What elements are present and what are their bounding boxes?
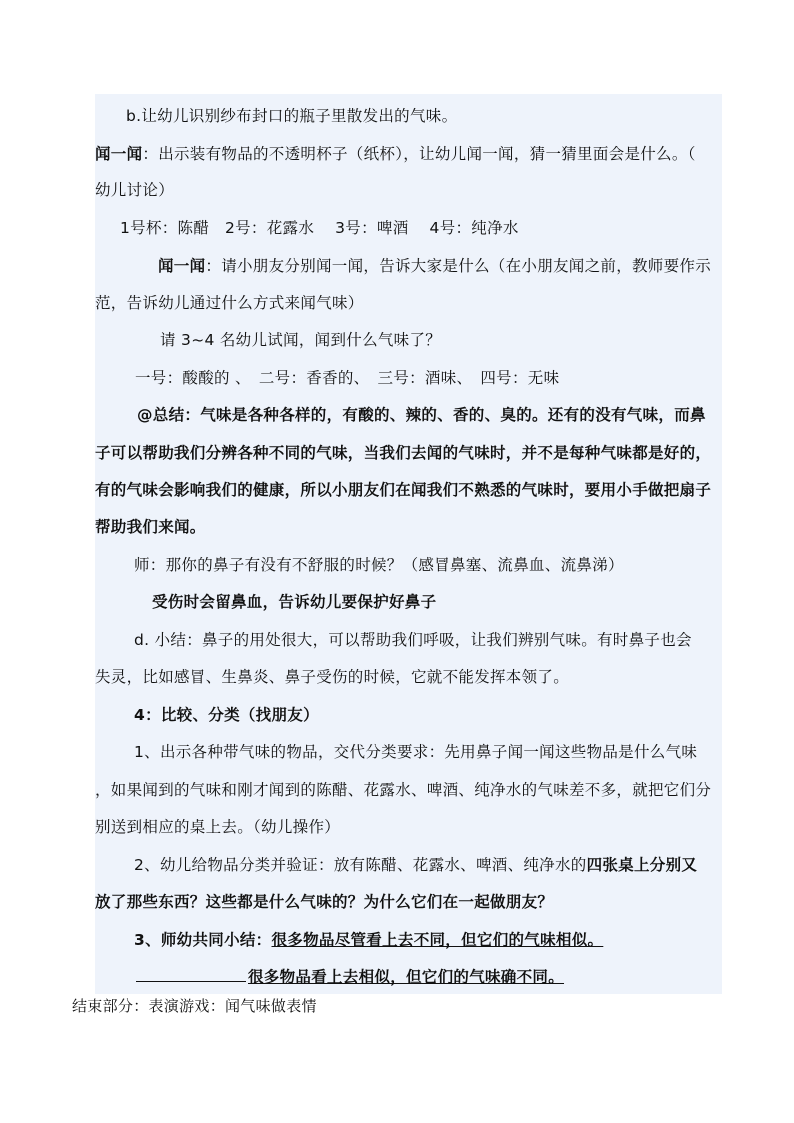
text-line: 1号杯：陈醋 2号：花露水 3号：啤酒 4号：纯净水 [120, 219, 519, 237]
text-line [134, 855, 697, 875]
underlined-conclusion: 很多物品看上去相似，但它们的气味确不同。 [248, 968, 565, 986]
text-line: ，如果闻到的气味和刚才闻到的陈醋、花露水、啤酒、纯净水的气味差不多，就把它们分 [95, 781, 712, 799]
summary-line: 帮助我们来闻。 [95, 518, 206, 536]
section-label: 闻一闻 [158, 257, 206, 275]
text-line: 1、出示各种带气味的物品，交代分类要求：先用鼻子闻一闻这些物品是什么气味 [134, 743, 698, 761]
text-line: 请 3~4 名幼儿试闻，闻到什么气味了？ [160, 331, 442, 349]
text-span: ：出示装有物品的不透明杯子（纸杯），让幼儿闻一闻，猜一猜里面会是什么。（ [142, 145, 696, 163]
bold-line: 放了那些东西？这些都是什么气味的？为什么它们在一起做朋友？ [95, 893, 554, 911]
text-span: ：请小朋友分别闻一闻，告诉大家是什么（在小朋友闻之前，教师要作示 [205, 257, 712, 275]
summary-line: 有的气味会影响我们的健康，所以小朋友们在闻我们不熟悉的气味时，要用小手做把扇子 [95, 481, 712, 499]
ending-part-line: 结束部分：表演游戏：闻气味做表情 [72, 997, 317, 1015]
bold-line: 受伤时会留鼻血，告诉幼儿要保护好鼻子 [152, 593, 437, 611]
underline-blank [136, 967, 246, 982]
bold-span: 四张桌上分别又 [586, 856, 698, 874]
bold-line [134, 930, 603, 950]
text-line [95, 144, 696, 164]
text-line: 幼儿讨论） [95, 181, 175, 199]
section-label: 闻一闻 [95, 145, 143, 163]
text-line: 失灵，比如感冒、生鼻炎、鼻子受伤的时候，它就不能发挥本领了。 [95, 668, 570, 686]
underlined-conclusion: 很多物品尽管看上去不同，但它们的气味相似。 [271, 931, 604, 949]
bold-span: 3、师幼共同小结： [134, 931, 272, 949]
text-line: 范，告诉幼儿通过什么方式来闻气味） [95, 294, 364, 312]
text-line: b.让幼儿识别纱布封口的瓶子里散发出的气味。 [126, 107, 458, 125]
text-line: 一号：酸酸的 、 二号：香香的、 三号：酒味、 四号：无味 [135, 369, 560, 387]
section-heading: 4：比较、分类（找朋友） [134, 706, 319, 724]
summary-line: @总结：气味是各种各样的，有酸的、辣的、香的、臭的。还有的没有气味，而鼻 [137, 406, 706, 424]
text-line [158, 256, 711, 276]
text-line: d. 小结：鼻子的用处很大，可以帮助我们呼吸，让我们辨别气味。有时鼻子也会 [134, 631, 692, 649]
text-line: 师：那你的鼻子有没有不舒服的时候？（感冒鼻塞、流鼻血、流鼻涕） [134, 556, 624, 574]
text-span: 2、幼儿给物品分类并验证：放有陈醋、花露水、啤酒、纯净水的 [134, 856, 587, 874]
text-line: 别送到相应的桌上去。（幼儿操作） [95, 818, 341, 836]
summary-line: 子可以帮助我们分辨各种不同的气味，当我们去闻的气味时，并不是每种气味都是好的， [95, 444, 712, 462]
bold-line [136, 967, 564, 987]
